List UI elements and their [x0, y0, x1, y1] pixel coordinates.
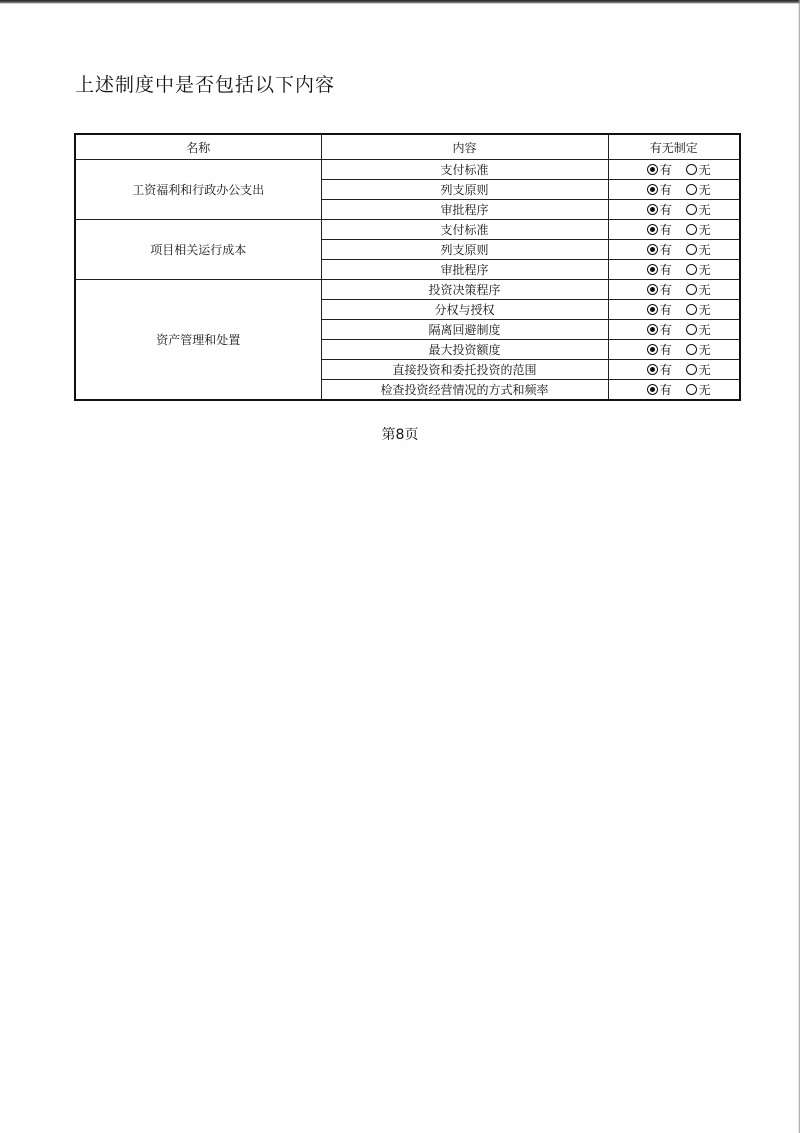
- radio-no-icon[interactable]: [686, 224, 697, 235]
- radio-no-label: 无: [698, 343, 711, 357]
- radio-option-yes[interactable]: [647, 281, 672, 298]
- status-radio-group: [647, 201, 711, 218]
- radio-option-no[interactable]: [686, 221, 711, 238]
- status-radio-group: [647, 301, 711, 318]
- radio-yes-icon[interactable]: [647, 364, 658, 375]
- radio-yes-icon[interactable]: [647, 384, 658, 395]
- status-cell: [608, 340, 740, 360]
- policy-content-table: [74, 133, 741, 401]
- radio-option-no[interactable]: [686, 201, 711, 218]
- radio-no-label: 无: [698, 223, 711, 237]
- radio-no-label: 无: [698, 323, 711, 337]
- radio-option-yes[interactable]: [647, 321, 672, 338]
- radio-no-icon[interactable]: [686, 184, 697, 195]
- radio-option-yes[interactable]: [647, 301, 672, 318]
- status-radio-group: [647, 241, 711, 258]
- radio-no-icon[interactable]: [686, 244, 697, 255]
- radio-option-yes[interactable]: [647, 161, 672, 178]
- radio-option-yes[interactable]: [647, 361, 672, 378]
- radio-option-yes[interactable]: [647, 241, 672, 258]
- content-cell: 审批程序: [321, 260, 608, 280]
- radio-yes-label: 有: [659, 263, 672, 277]
- radio-option-yes[interactable]: [647, 221, 672, 238]
- radio-yes-label: 有: [659, 223, 672, 237]
- content-cell: 最大投资额度: [321, 340, 608, 360]
- radio-no-label: 无: [698, 163, 711, 177]
- status-cell: [608, 180, 740, 200]
- category-name-cell: 资产管理和处置: [75, 280, 321, 401]
- table-body: [75, 160, 740, 401]
- radio-option-no[interactable]: [686, 241, 711, 258]
- status-cell: [608, 200, 740, 220]
- status-cell: [608, 160, 740, 180]
- status-radio-group: [647, 281, 711, 298]
- radio-no-icon[interactable]: [686, 384, 697, 395]
- status-radio-group: [647, 361, 711, 378]
- content-cell: 分权与授权: [321, 300, 608, 320]
- content-cell: 支付标准: [321, 220, 608, 240]
- radio-no-label: 无: [698, 283, 711, 297]
- radio-yes-label: 有: [659, 183, 672, 197]
- radio-yes-label: 有: [659, 303, 672, 317]
- status-cell: [608, 380, 740, 401]
- content-cell: 列支原则: [321, 180, 608, 200]
- radio-yes-label: 有: [659, 323, 672, 337]
- radio-option-no[interactable]: [686, 341, 711, 358]
- radio-option-no[interactable]: [686, 381, 711, 398]
- table-header-row: [75, 134, 740, 160]
- content-cell: 直接投资和委托投资的范围: [321, 360, 608, 380]
- radio-yes-icon[interactable]: [647, 284, 658, 295]
- content-cell: 审批程序: [321, 200, 608, 220]
- status-radio-group: [647, 161, 711, 178]
- radio-option-no[interactable]: [686, 181, 711, 198]
- radio-no-icon[interactable]: [686, 264, 697, 275]
- content-cell: 隔离回避制度: [321, 320, 608, 340]
- radio-yes-icon[interactable]: [647, 304, 658, 315]
- page-number: 第8页: [381, 427, 419, 443]
- radio-no-label: 无: [698, 183, 711, 197]
- scan-edge: [0, 0, 800, 4]
- radio-option-no[interactable]: [686, 361, 711, 378]
- radio-yes-icon[interactable]: [647, 244, 658, 255]
- status-cell: [608, 260, 740, 280]
- content-cell: 检查投资经营情况的方式和频率: [321, 380, 608, 401]
- status-cell: [608, 220, 740, 240]
- status-cell: [608, 320, 740, 340]
- content-cell: 支付标准: [321, 160, 608, 180]
- status-cell: [608, 360, 740, 380]
- radio-no-icon[interactable]: [686, 344, 697, 355]
- radio-yes-label: 有: [659, 363, 672, 377]
- status-radio-group: [647, 181, 711, 198]
- radio-no-icon[interactable]: [686, 364, 697, 375]
- radio-yes-icon[interactable]: [647, 264, 658, 275]
- radio-yes-icon[interactable]: [647, 344, 658, 355]
- category-name-cell: 项目相关运行成本: [75, 220, 321, 280]
- radio-yes-icon[interactable]: [647, 164, 658, 175]
- status-radio-group: [647, 321, 711, 338]
- radio-yes-label: 有: [659, 283, 672, 297]
- table-row: [75, 160, 740, 180]
- radio-option-no[interactable]: [686, 261, 711, 278]
- radio-no-icon[interactable]: [686, 204, 697, 215]
- header-status: 有无制定: [608, 134, 740, 160]
- table-row: [75, 220, 740, 240]
- radio-no-label: 无: [698, 303, 711, 317]
- radio-no-icon[interactable]: [686, 284, 697, 295]
- radio-no-label: 无: [698, 363, 711, 377]
- radio-option-no[interactable]: [686, 301, 711, 318]
- table-row: [75, 280, 740, 300]
- radio-yes-label: 有: [659, 383, 672, 397]
- radio-yes-label: 有: [659, 203, 672, 217]
- content-cell: 列支原则: [321, 240, 608, 260]
- status-radio-group: [647, 221, 711, 238]
- status-radio-group: [647, 381, 711, 398]
- radio-no-label: 无: [698, 243, 711, 257]
- radio-yes-label: 有: [659, 343, 672, 357]
- radio-option-yes[interactable]: [647, 201, 672, 218]
- radio-no-label: 无: [698, 263, 711, 277]
- radio-no-icon[interactable]: [686, 324, 697, 335]
- radio-option-no[interactable]: [686, 281, 711, 298]
- header-content: 内容: [321, 134, 608, 160]
- radio-yes-label: 有: [659, 163, 672, 177]
- category-name-cell: 工资福利和行政办公支出: [75, 160, 321, 220]
- status-cell: [608, 240, 740, 260]
- header-name: 名称: [75, 134, 321, 160]
- status-cell: [608, 300, 740, 320]
- radio-option-no[interactable]: [686, 161, 711, 178]
- radio-yes-icon[interactable]: [647, 184, 658, 195]
- content-cell: 投资决策程序: [321, 280, 608, 300]
- status-radio-group: [647, 341, 711, 358]
- radio-no-icon[interactable]: [686, 164, 697, 175]
- radio-no-label: 无: [698, 203, 711, 217]
- radio-no-label: 无: [698, 383, 711, 397]
- radio-option-yes[interactable]: [647, 181, 672, 198]
- radio-option-no[interactable]: [686, 321, 711, 338]
- radio-yes-icon[interactable]: [647, 224, 658, 235]
- radio-yes-icon[interactable]: [647, 204, 658, 215]
- radio-option-yes[interactable]: [647, 381, 672, 398]
- radio-no-icon[interactable]: [686, 304, 697, 315]
- status-radio-group: [647, 261, 711, 278]
- page-heading: 上述制度中是否包括以下内容: [75, 74, 336, 96]
- radio-option-yes[interactable]: [647, 341, 672, 358]
- radio-option-yes[interactable]: [647, 261, 672, 278]
- radio-yes-label: 有: [659, 243, 672, 257]
- radio-yes-icon[interactable]: [647, 324, 658, 335]
- status-cell: [608, 280, 740, 300]
